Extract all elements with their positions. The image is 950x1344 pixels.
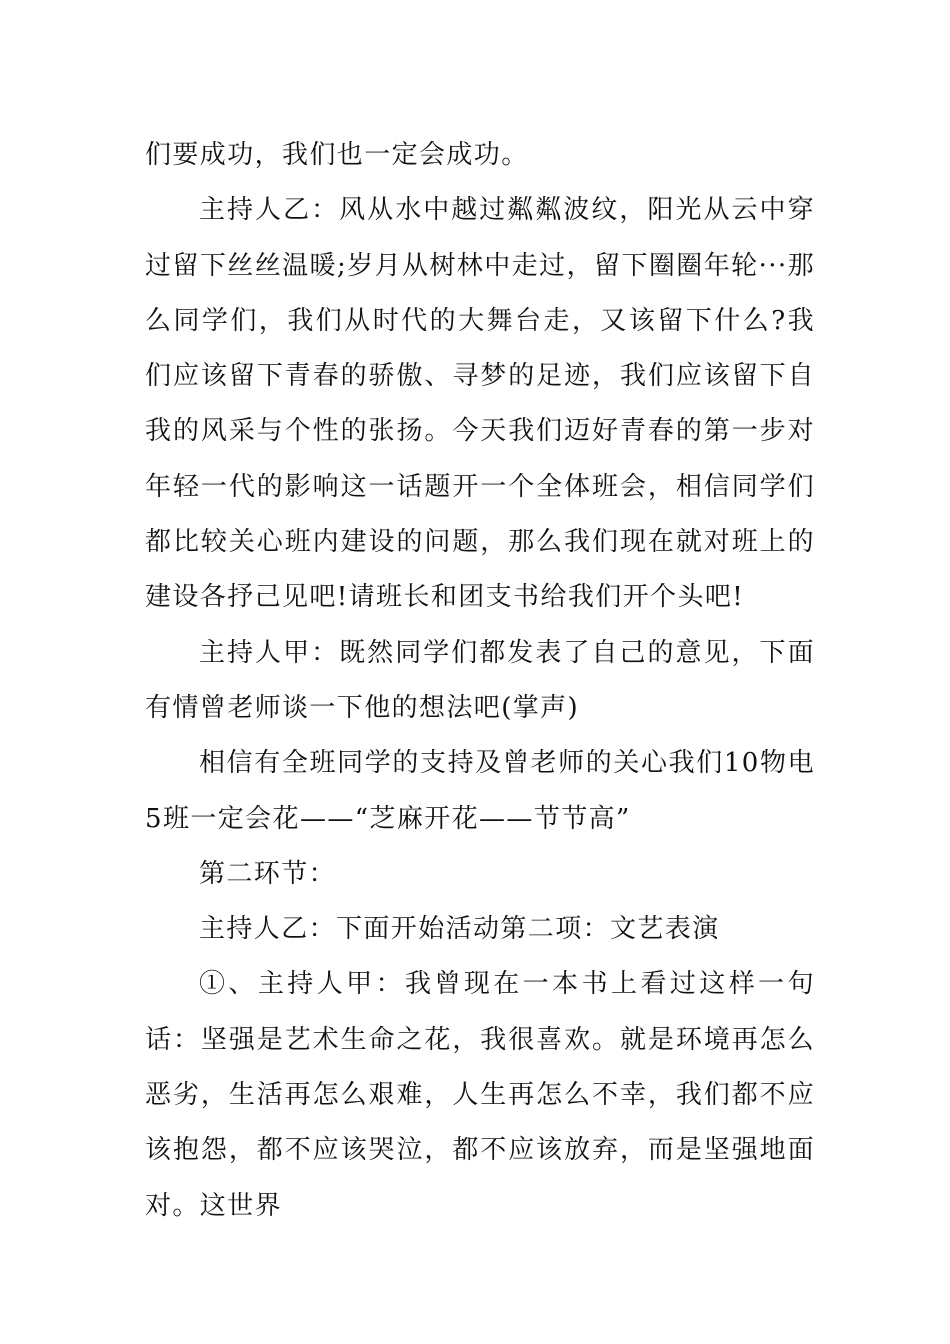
paragraph-3: 主持人甲：既然同学们都发表了自己的意见，下面有情曾老师谈一下他的想法吧(掌声) — [145, 637, 815, 723]
document-body — [145, 128, 815, 1234]
paragraph-6: 主持人乙：下面开始活动第二项：文艺表演 — [199, 914, 720, 945]
paragraph-2: 主持人乙：风从水中越过粼粼波纹，阳光从云中穿过留下丝丝温暖;岁月从树林中走过，留下圈圈年轮···那么同学们，我们从时代的大舞台走，又该留下什么?我们应该留下青春的骄傲、寻梦的足迹，我们应该留下自我的风采与个性的张扬。今天我们迈好青春的第一步对年轻一代的影响这一话题开一个全体班会，相信同学们都比较关心班内建设的问题，那么我们现在就对班上的建设各抒己见吧!请班长和团支书给我们开个头吧! — [145, 195, 815, 613]
paragraph-1: 们要成功，我们也一定会成功。 — [145, 140, 529, 170]
paragraph-5: 第二环节： — [199, 858, 337, 889]
paragraph-7: ①、主持人甲：我曾现在一本书上看过这样一句话：坚强是艺术生命之花，我很喜欢。就是环境再怎么恶劣，生活再怎么艰难，人生再怎么不幸，我们都不应该抱怨，都不应该哭泣，都不应该放弃，而是坚强地面对。这世界 — [145, 969, 815, 1221]
paragraph-4: 相信有全班同学的支持及曾老师的关心我们10物电5班一定会花——“芝麻开花——节节高” — [145, 748, 815, 834]
